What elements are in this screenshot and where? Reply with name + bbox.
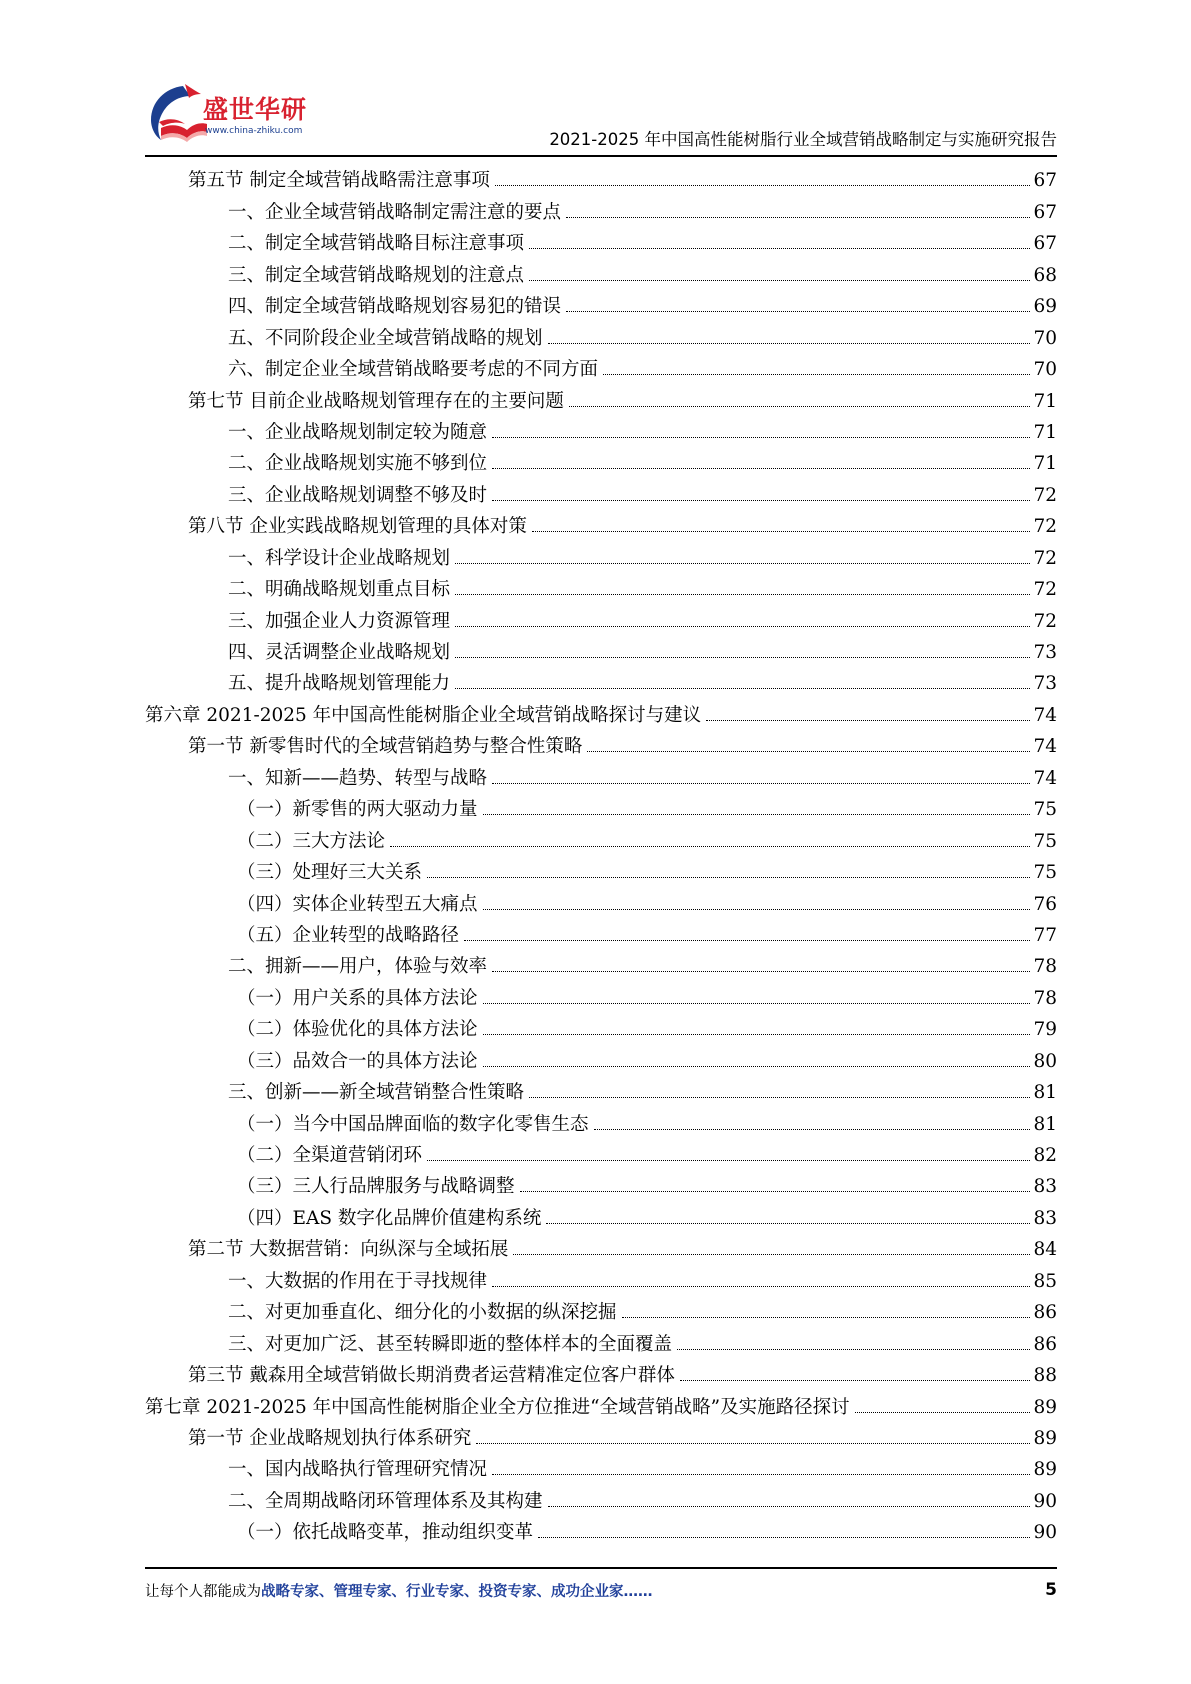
toc-entry-page: 81 — [1033, 1113, 1057, 1135]
toc-entry-page: 69 — [1033, 296, 1057, 318]
toc-dot-leader — [464, 940, 1030, 941]
toc-entry[interactable] — [145, 853, 1057, 884]
toc-entry[interactable] — [145, 192, 1057, 223]
toc-entry-title: 二、制定全域营销战略目标注意事项 — [228, 233, 525, 255]
toc-entry-title: 一、知新——趋势、转型与战略 — [228, 767, 488, 789]
toc-entry[interactable] — [145, 790, 1057, 821]
toc-entry-page: 75 — [1033, 830, 1057, 852]
toc-entry-page: 72 — [1033, 516, 1057, 538]
toc-entry[interactable] — [145, 507, 1057, 538]
toc-dot-leader — [483, 814, 1031, 815]
toc-dot-leader — [483, 909, 1031, 910]
toc-dot-leader — [706, 720, 1030, 721]
toc-dot-leader — [483, 1003, 1031, 1004]
toc-entry-title: 三、创新——新全域营销整合性策略 — [228, 1082, 525, 1104]
toc-entry-page: 89 — [1033, 1427, 1057, 1449]
toc-entry-page: 70 — [1033, 327, 1057, 349]
toc-entry-page: 88 — [1033, 1365, 1057, 1387]
toc-entry[interactable] — [145, 664, 1057, 695]
toc-dot-leader — [513, 1254, 1030, 1255]
toc-entry-title: 第二节 大数据营销：向纵深与全域拓展 — [188, 1239, 509, 1261]
table-of-contents — [145, 161, 1057, 1544]
toc-dot-leader — [476, 1443, 1030, 1444]
toc-entry[interactable] — [145, 475, 1057, 506]
toc-entry-page: 74 — [1033, 704, 1057, 726]
toc-entry-page: 68 — [1033, 264, 1057, 286]
toc-dot-leader — [390, 846, 1030, 847]
toc-entry-page: 71 — [1033, 421, 1057, 443]
toc-entry-title: 五、提升战略规划管理能力 — [228, 673, 451, 695]
toc-dot-leader — [603, 374, 1030, 375]
toc-entry[interactable] — [145, 255, 1057, 286]
toc-entry-title: 一、企业战略规划制定较为随意 — [228, 421, 488, 443]
toc-entry-page: 84 — [1033, 1239, 1057, 1261]
toc-entry-title: 三、企业战略规划调整不够及时 — [228, 484, 488, 506]
logo-brand-name: 盛世华研 — [203, 95, 308, 124]
toc-dot-leader — [455, 688, 1030, 689]
toc-dot-leader — [427, 1160, 1030, 1161]
toc-entry[interactable] — [145, 821, 1057, 852]
toc-entry[interactable] — [145, 695, 1057, 726]
footer-slogan-roles: 战略专家、管理专家、行业专家、投资专家、成功企业家…… — [261, 1584, 653, 1600]
toc-entry[interactable] — [145, 978, 1057, 1009]
toc-dot-leader — [529, 1097, 1030, 1098]
toc-entry-title: 二、对更加垂直化、细分化的小数据的纵深挖掘 — [228, 1302, 617, 1324]
toc-entry-page: 71 — [1033, 453, 1057, 475]
toc-entry[interactable] — [145, 1419, 1057, 1450]
toc-dot-leader — [594, 1129, 1031, 1130]
toc-entry-title: 二、全周期战略闭环管理体系及其构建 — [228, 1490, 543, 1512]
toc-entry-page: 67 — [1033, 170, 1057, 192]
toc-entry[interactable] — [145, 1356, 1057, 1387]
logo-emblem-icon — [145, 82, 209, 148]
toc-entry-title: 二、企业战略规划实施不够到位 — [228, 453, 488, 475]
toc-entry[interactable] — [145, 224, 1057, 255]
toc-entry-title: （四）实体企业转型五大痛点 — [237, 893, 478, 915]
toc-entry-page: 71 — [1033, 390, 1057, 412]
toc-entry-title: 第一节 企业战略规划执行体系研究 — [188, 1427, 472, 1449]
header-divider — [145, 155, 1057, 157]
toc-entry-page: 89 — [1033, 1459, 1057, 1481]
toc-entry-title: 一、国内战略执行管理研究情况 — [228, 1459, 488, 1481]
toc-entry[interactable] — [145, 1387, 1057, 1418]
toc-entry-page: 90 — [1033, 1522, 1057, 1544]
toc-entry-page: 86 — [1033, 1302, 1057, 1324]
toc-dot-leader — [495, 185, 1031, 186]
toc-entry-page: 85 — [1033, 1270, 1057, 1292]
toc-entry-title: （二）体验优化的具体方法论 — [237, 1019, 478, 1041]
toc-entry-page: 72 — [1033, 610, 1057, 632]
toc-entry-title: （四）EAS 数字化品牌价值建构系统 — [237, 1207, 542, 1229]
toc-dot-leader — [538, 1537, 1030, 1538]
toc-entry-page: 77 — [1033, 924, 1057, 946]
toc-entry-title: 第三节 戴森用全域营销做长期消费者运营精准定位客户群体 — [188, 1365, 675, 1387]
footer-divider — [145, 1567, 1057, 1569]
toc-entry-title: （一）新零售的两大驱动力量 — [237, 799, 478, 821]
toc-entry-page: 75 — [1033, 862, 1057, 884]
logo-url: www.china-zhiku.com — [205, 126, 303, 136]
toc-entry-page: 70 — [1033, 359, 1057, 381]
toc-entry[interactable] — [145, 570, 1057, 601]
toc-entry-title: 第五节 制定全域营销战略需注意事项 — [188, 170, 490, 192]
toc-entry-page: 80 — [1033, 1050, 1057, 1072]
toc-entry-title: 二、拥新——用户，体验与效率 — [228, 956, 488, 978]
toc-dot-leader — [520, 1191, 1031, 1192]
toc-dot-leader — [546, 1223, 1030, 1224]
toc-entry-page: 67 — [1033, 233, 1057, 255]
page-number: 5 — [1045, 1580, 1057, 1600]
toc-dot-leader — [492, 971, 1030, 972]
toc-entry-title: 四、制定全域营销战略规划容易犯的错误 — [228, 296, 562, 318]
toc-entry-title: （五）企业转型的战略路径 — [237, 924, 460, 946]
toc-entry-title: 一、大数据的作用在于寻找规律 — [228, 1270, 488, 1292]
company-logo — [145, 82, 365, 152]
toc-entry[interactable] — [145, 1513, 1057, 1544]
toc-entry-title: 一、科学设计企业战略规划 — [228, 547, 451, 569]
toc-entry-title: （一）当今中国品牌面临的数字化零售生态 — [237, 1113, 589, 1135]
toc-entry[interactable] — [145, 161, 1057, 192]
toc-entry[interactable] — [145, 413, 1057, 444]
toc-dot-leader — [455, 563, 1030, 564]
toc-entry-page: 74 — [1033, 736, 1057, 758]
toc-dot-leader — [566, 217, 1030, 218]
toc-entry[interactable] — [145, 1010, 1057, 1041]
toc-dot-leader — [548, 343, 1031, 344]
toc-dot-leader — [427, 877, 1030, 878]
toc-entry[interactable] — [145, 350, 1057, 381]
toc-entry-title: 第七章 2021-2025 年中国高性能树脂企业全方位推进“全域营销战略”及实施路径探讨 — [145, 1396, 850, 1418]
toc-entry-title: 二、明确战略规划重点目标 — [228, 579, 451, 601]
toc-entry-title: （一）用户关系的具体方法论 — [237, 987, 478, 1009]
toc-entry[interactable] — [145, 916, 1057, 947]
toc-dot-leader — [566, 311, 1030, 312]
toc-dot-leader — [492, 500, 1030, 501]
toc-entry-title: 第六章 2021-2025 年中国高性能树脂企业全域营销战略探讨与建议 — [145, 704, 702, 726]
toc-entry-page: 78 — [1033, 987, 1057, 1009]
toc-entry-title: （二）全渠道营销闭环 — [237, 1145, 423, 1166]
toc-entry[interactable] — [145, 1136, 1057, 1167]
toc-entry-page: 83 — [1033, 1176, 1057, 1198]
toc-entry-page: 89 — [1033, 1396, 1057, 1418]
toc-entry-page: 72 — [1033, 484, 1057, 506]
toc-entry-page: 74 — [1033, 767, 1057, 789]
page-header — [145, 78, 1057, 153]
toc-entry-title: （三）处理好三大关系 — [237, 862, 423, 884]
toc-dot-leader — [548, 1506, 1031, 1507]
toc-dot-leader — [455, 594, 1030, 595]
toc-dot-leader — [455, 657, 1030, 658]
toc-entry[interactable] — [145, 727, 1057, 758]
toc-entry[interactable] — [145, 1230, 1057, 1261]
toc-entry-title: 五、不同阶段企业全域营销战略的规划 — [228, 327, 543, 349]
toc-entry[interactable] — [145, 444, 1057, 475]
toc-entry-page: 73 — [1033, 642, 1057, 663]
toc-entry[interactable] — [145, 1073, 1057, 1104]
toc-entry[interactable] — [145, 947, 1057, 978]
toc-entry-page: 82 — [1033, 1145, 1057, 1166]
toc-entry-title: （二）三大方法论 — [237, 830, 386, 852]
toc-entry-page: 75 — [1033, 799, 1057, 821]
toc-entry[interactable] — [145, 1041, 1057, 1072]
toc-dot-leader — [569, 406, 1031, 407]
toc-entry[interactable] — [145, 1450, 1057, 1481]
footer-slogan-prefix: 让每个人都能成为 — [145, 1584, 261, 1600]
toc-dot-leader — [492, 783, 1030, 784]
toc-entry-page: 78 — [1033, 956, 1057, 978]
toc-entry-page: 90 — [1033, 1490, 1057, 1512]
toc-entry-page: 67 — [1033, 201, 1057, 223]
toc-dot-leader — [529, 280, 1030, 281]
toc-dot-leader — [492, 468, 1030, 469]
toc-entry-title: 第八节 企业实践战略规划管理的具体对策 — [188, 516, 527, 538]
toc-dot-leader — [680, 1380, 1031, 1381]
toc-entry[interactable] — [145, 1198, 1057, 1229]
toc-entry-page: 72 — [1033, 547, 1057, 569]
toc-dot-leader — [587, 751, 1030, 752]
toc-entry-title: 三、对更加广泛、甚至转瞬即逝的整体样本的全面覆盖 — [228, 1333, 673, 1355]
toc-entry[interactable] — [145, 1104, 1057, 1135]
toc-dot-leader — [855, 1412, 1031, 1413]
toc-entry-title: 一、企业全域营销战略制定需注意的要点 — [228, 201, 562, 223]
toc-entry-title: 第七节 目前企业战略规划管理存在的主要问题 — [188, 390, 564, 412]
toc-entry-title: （三）三人行品牌服务与战略调整 — [237, 1176, 515, 1198]
toc-entry-page: 76 — [1033, 893, 1057, 915]
toc-entry[interactable] — [145, 538, 1057, 569]
toc-dot-leader — [529, 248, 1030, 249]
toc-entry-page: 81 — [1033, 1082, 1057, 1104]
toc-entry-title: 三、加强企业人力资源管理 — [228, 610, 451, 632]
toc-entry[interactable] — [145, 1481, 1057, 1512]
toc-entry-page: 86 — [1033, 1333, 1057, 1355]
toc-dot-leader — [532, 531, 1031, 532]
toc-entry[interactable] — [145, 287, 1057, 318]
toc-entry-title: 四、灵活调整企业战略规划 — [228, 642, 451, 663]
toc-dot-leader — [483, 1034, 1031, 1035]
toc-entry[interactable] — [145, 1261, 1057, 1292]
toc-entry[interactable] — [145, 1324, 1057, 1355]
toc-entry-title: （一）依托战略变革，推动组织变革 — [237, 1522, 534, 1544]
toc-entry-page: 73 — [1033, 673, 1057, 695]
toc-entry[interactable] — [145, 601, 1057, 632]
toc-entry[interactable] — [145, 318, 1057, 349]
report-title: 2021-2025 年中国高性能树脂行业全域营销战略制定与实施研究报告 — [549, 130, 1057, 149]
toc-dot-leader — [677, 1349, 1030, 1350]
toc-entry[interactable] — [145, 758, 1057, 789]
toc-dot-leader — [492, 1286, 1030, 1287]
toc-entry-page: 72 — [1033, 579, 1057, 601]
page-footer — [145, 1580, 1057, 1606]
toc-entry-page: 79 — [1033, 1019, 1057, 1041]
toc-entry[interactable] — [145, 381, 1057, 412]
toc-entry-title: 三、制定全域营销战略规划的注意点 — [228, 264, 525, 286]
toc-dot-leader — [492, 1474, 1030, 1475]
toc-dot-leader — [483, 1066, 1031, 1067]
toc-entry[interactable] — [145, 884, 1057, 915]
toc-entry-title: 第一节 新零售时代的全域营销趋势与整合性策略 — [188, 736, 583, 758]
toc-entry[interactable] — [145, 1167, 1057, 1198]
toc-entry[interactable] — [145, 1293, 1057, 1324]
toc-entry-page: 83 — [1033, 1207, 1057, 1229]
toc-entry-title: （三）品效合一的具体方法论 — [237, 1050, 478, 1072]
toc-dot-leader — [622, 1317, 1031, 1318]
toc-dot-leader — [492, 437, 1030, 438]
toc-entry-title: 六、制定企业全域营销战略要考虑的不同方面 — [228, 359, 599, 381]
toc-dot-leader — [455, 626, 1030, 627]
toc-entry[interactable] — [145, 633, 1057, 664]
